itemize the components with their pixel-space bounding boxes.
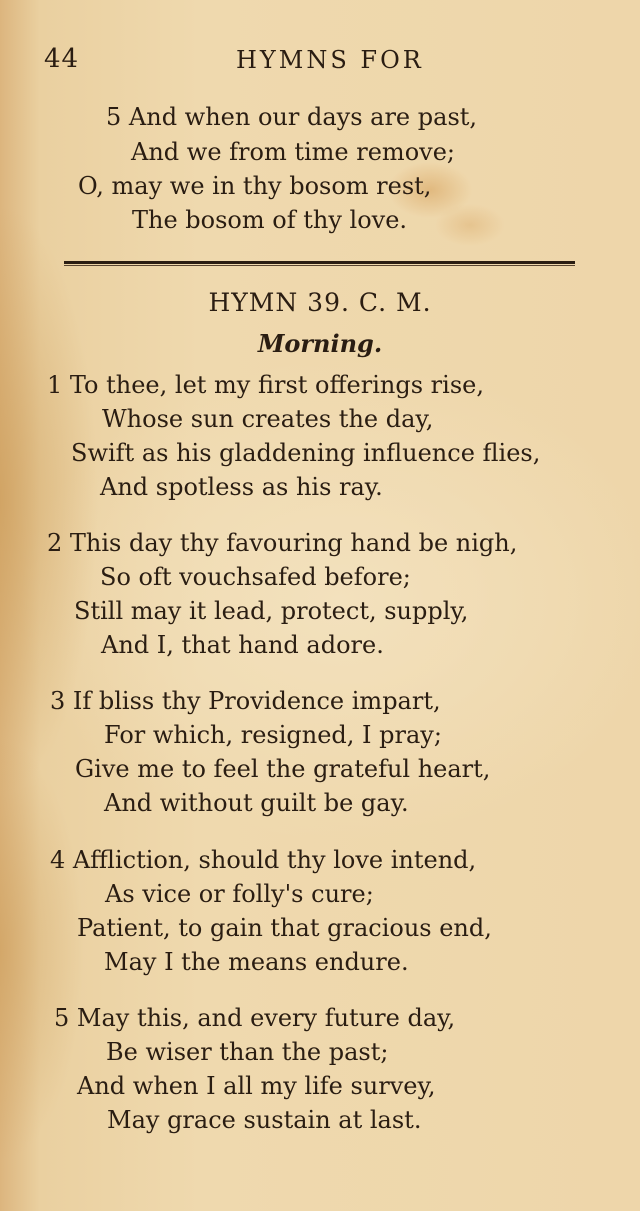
verse-line: Patient, to gain that gracious end, (77, 914, 492, 942)
verse-line: For which, resigned, I pray; (104, 721, 442, 749)
verse-line: And we from time remove; (131, 138, 455, 166)
verse-line: Whose sun creates the day, (102, 405, 434, 433)
verse-line: So oft vouchsafed before; (100, 563, 411, 591)
verse-line: 5 And when our days are past, (106, 103, 478, 131)
verse-line: The bosom of thy love. (132, 206, 408, 234)
verse-line: 1 To thee, let my first offerings rise, (47, 371, 484, 399)
verse-line: Give me to feel the grateful heart, (75, 755, 491, 783)
page-number: 44 (44, 44, 80, 74)
page-header (0, 44, 640, 84)
verse-line: O, may we in thy bosom rest, (78, 172, 432, 200)
verse-line: 3 If bliss thy Providence impart, (50, 687, 441, 715)
verse-line: And when I all my life survey, (77, 1072, 436, 1100)
section-divider (64, 261, 575, 266)
verse-line: And spotless as his ray. (100, 473, 383, 501)
verse-line: And without guilt be gay. (104, 789, 409, 817)
verse-line: May I the means endure. (104, 948, 409, 976)
verse-line: 2 This day thy favouring hand be nigh, (47, 529, 518, 557)
verse-line: As vice or folly's cure; (105, 880, 374, 908)
verse-line: Swift as his gladdening influence flies, (71, 439, 541, 467)
verse-line: May grace sustain at last. (107, 1106, 422, 1134)
hymn-title: HYMN 39. C. M. (208, 288, 432, 317)
hymn-subtitle: Morning. (257, 329, 383, 358)
verse-line: And I, that hand adore. (101, 631, 384, 659)
verse-line: 5 May this, and every future day, (54, 1004, 456, 1032)
verse-line: 4 Affliction, should thy love intend, (50, 846, 477, 874)
verse-line: Be wiser than the past; (106, 1038, 389, 1066)
verse-line: Still may it lead, protect, supply, (74, 597, 469, 625)
running-head: HYMNS FOR (236, 46, 424, 74)
